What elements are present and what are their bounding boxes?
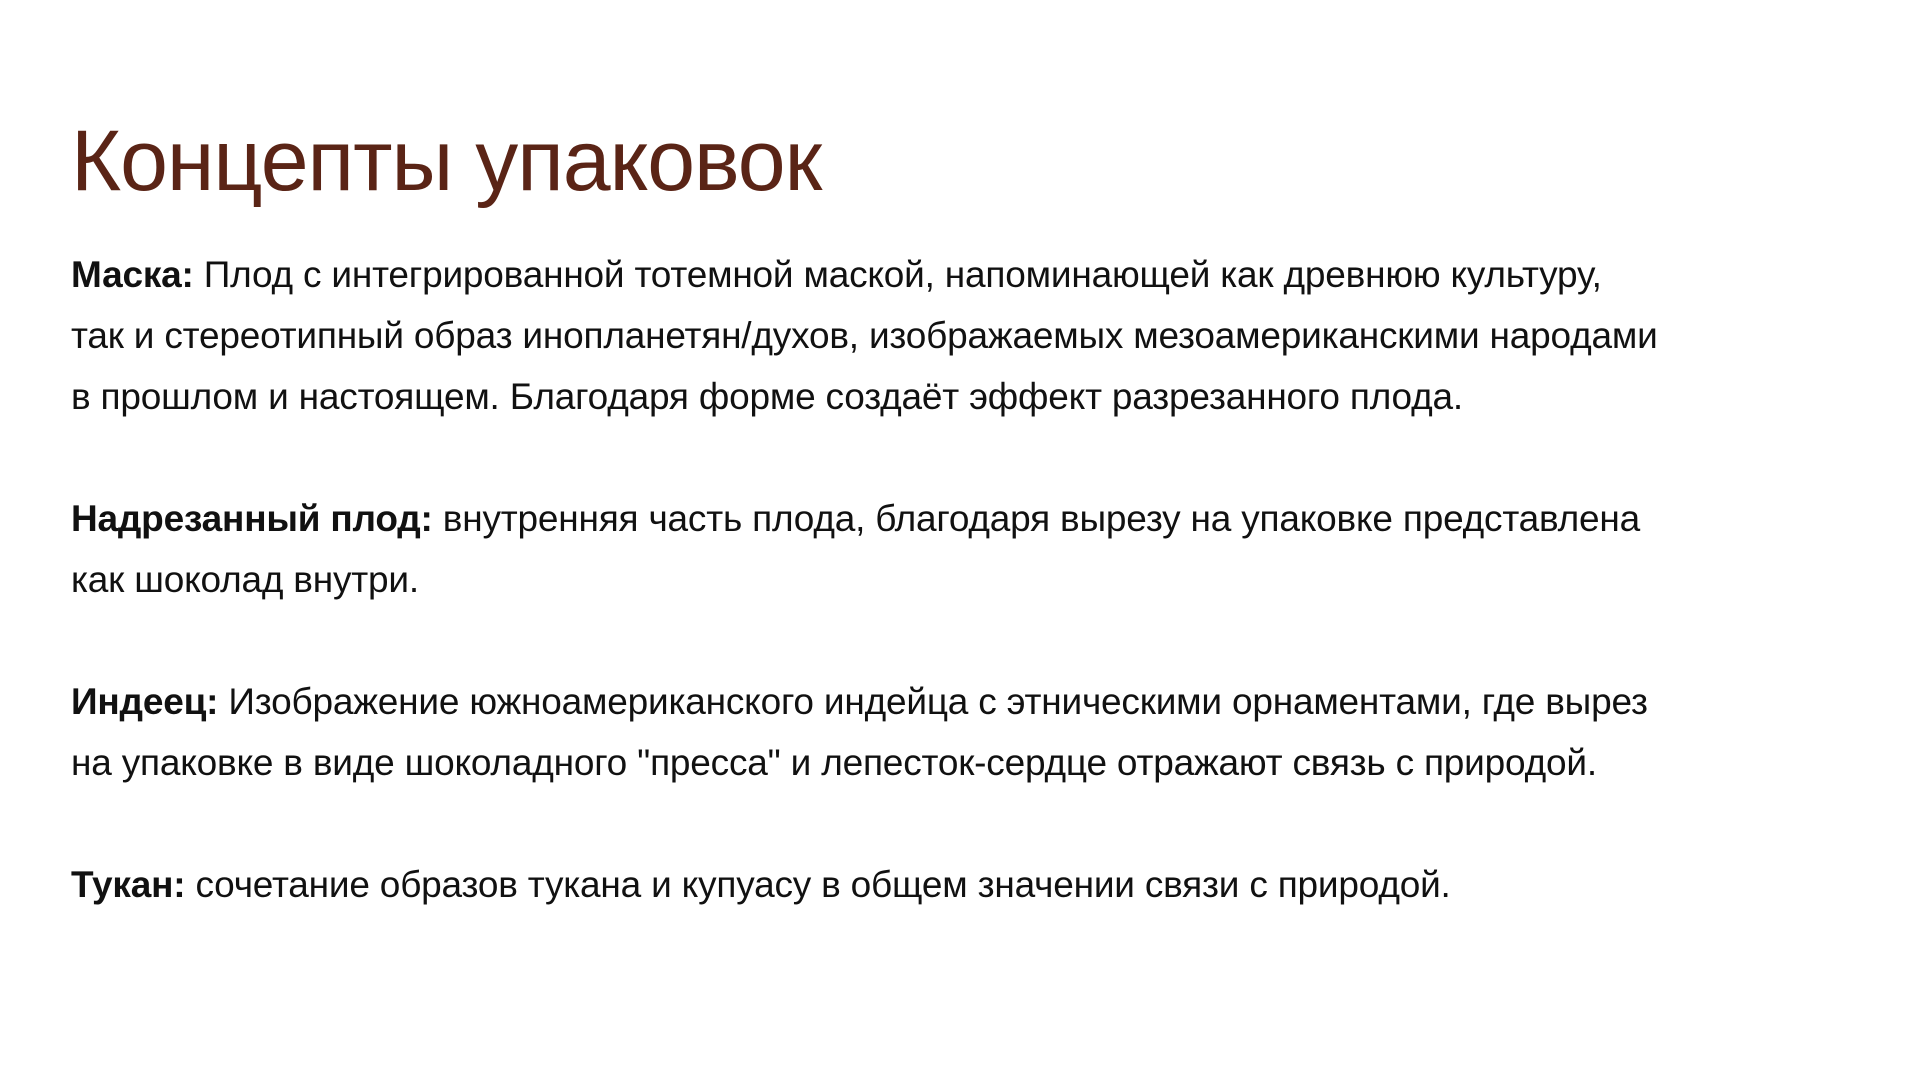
concept-line: как шоколад внутри. [71,559,419,600]
concept-line: в прошлом и настоящем. Благодаря форме создаёт эффект разрезанного плода. [71,376,1463,417]
concept-line: так и стереотипный образ инопланетян/духов, изображаемых мезоамериканскими народами [71,315,1658,356]
concept-line [71,244,1791,305]
slide-title: Концепты упаковок [71,113,822,209]
concept-mask [71,244,1791,427]
concept-line: на упаковке в виде шоколадного "пресса" и лепесток-сердце отражают связь с природой. [71,742,1597,783]
concept-text: сочетание образов тукана и купуасу в общем значении связи с природой. [195,864,1451,905]
concept-indian [71,671,1791,793]
concept-text: Плод с интегрированной тотемной маской, напоминающей как древнюю культуру, [203,254,1602,295]
concept-list [71,244,1791,915]
concept-term: Надрезанный плод: [71,498,433,539]
concept-text: внутренняя часть плода, благодаря вырезу на упаковке представлена [442,498,1641,539]
concept-cut-fruit [71,488,1791,610]
concept-line [71,854,1791,915]
concept-line [71,671,1791,732]
slide [71,106,1791,976]
concept-line [71,488,1791,549]
concept-text: Изображение южноамериканского индейца с этническими орнаментами, где вырез [228,681,1648,722]
concept-toucan [71,854,1791,915]
concept-term: Тукан: [71,864,186,905]
concept-term: Маска: [71,254,194,295]
concept-term: Индеец: [71,681,219,722]
